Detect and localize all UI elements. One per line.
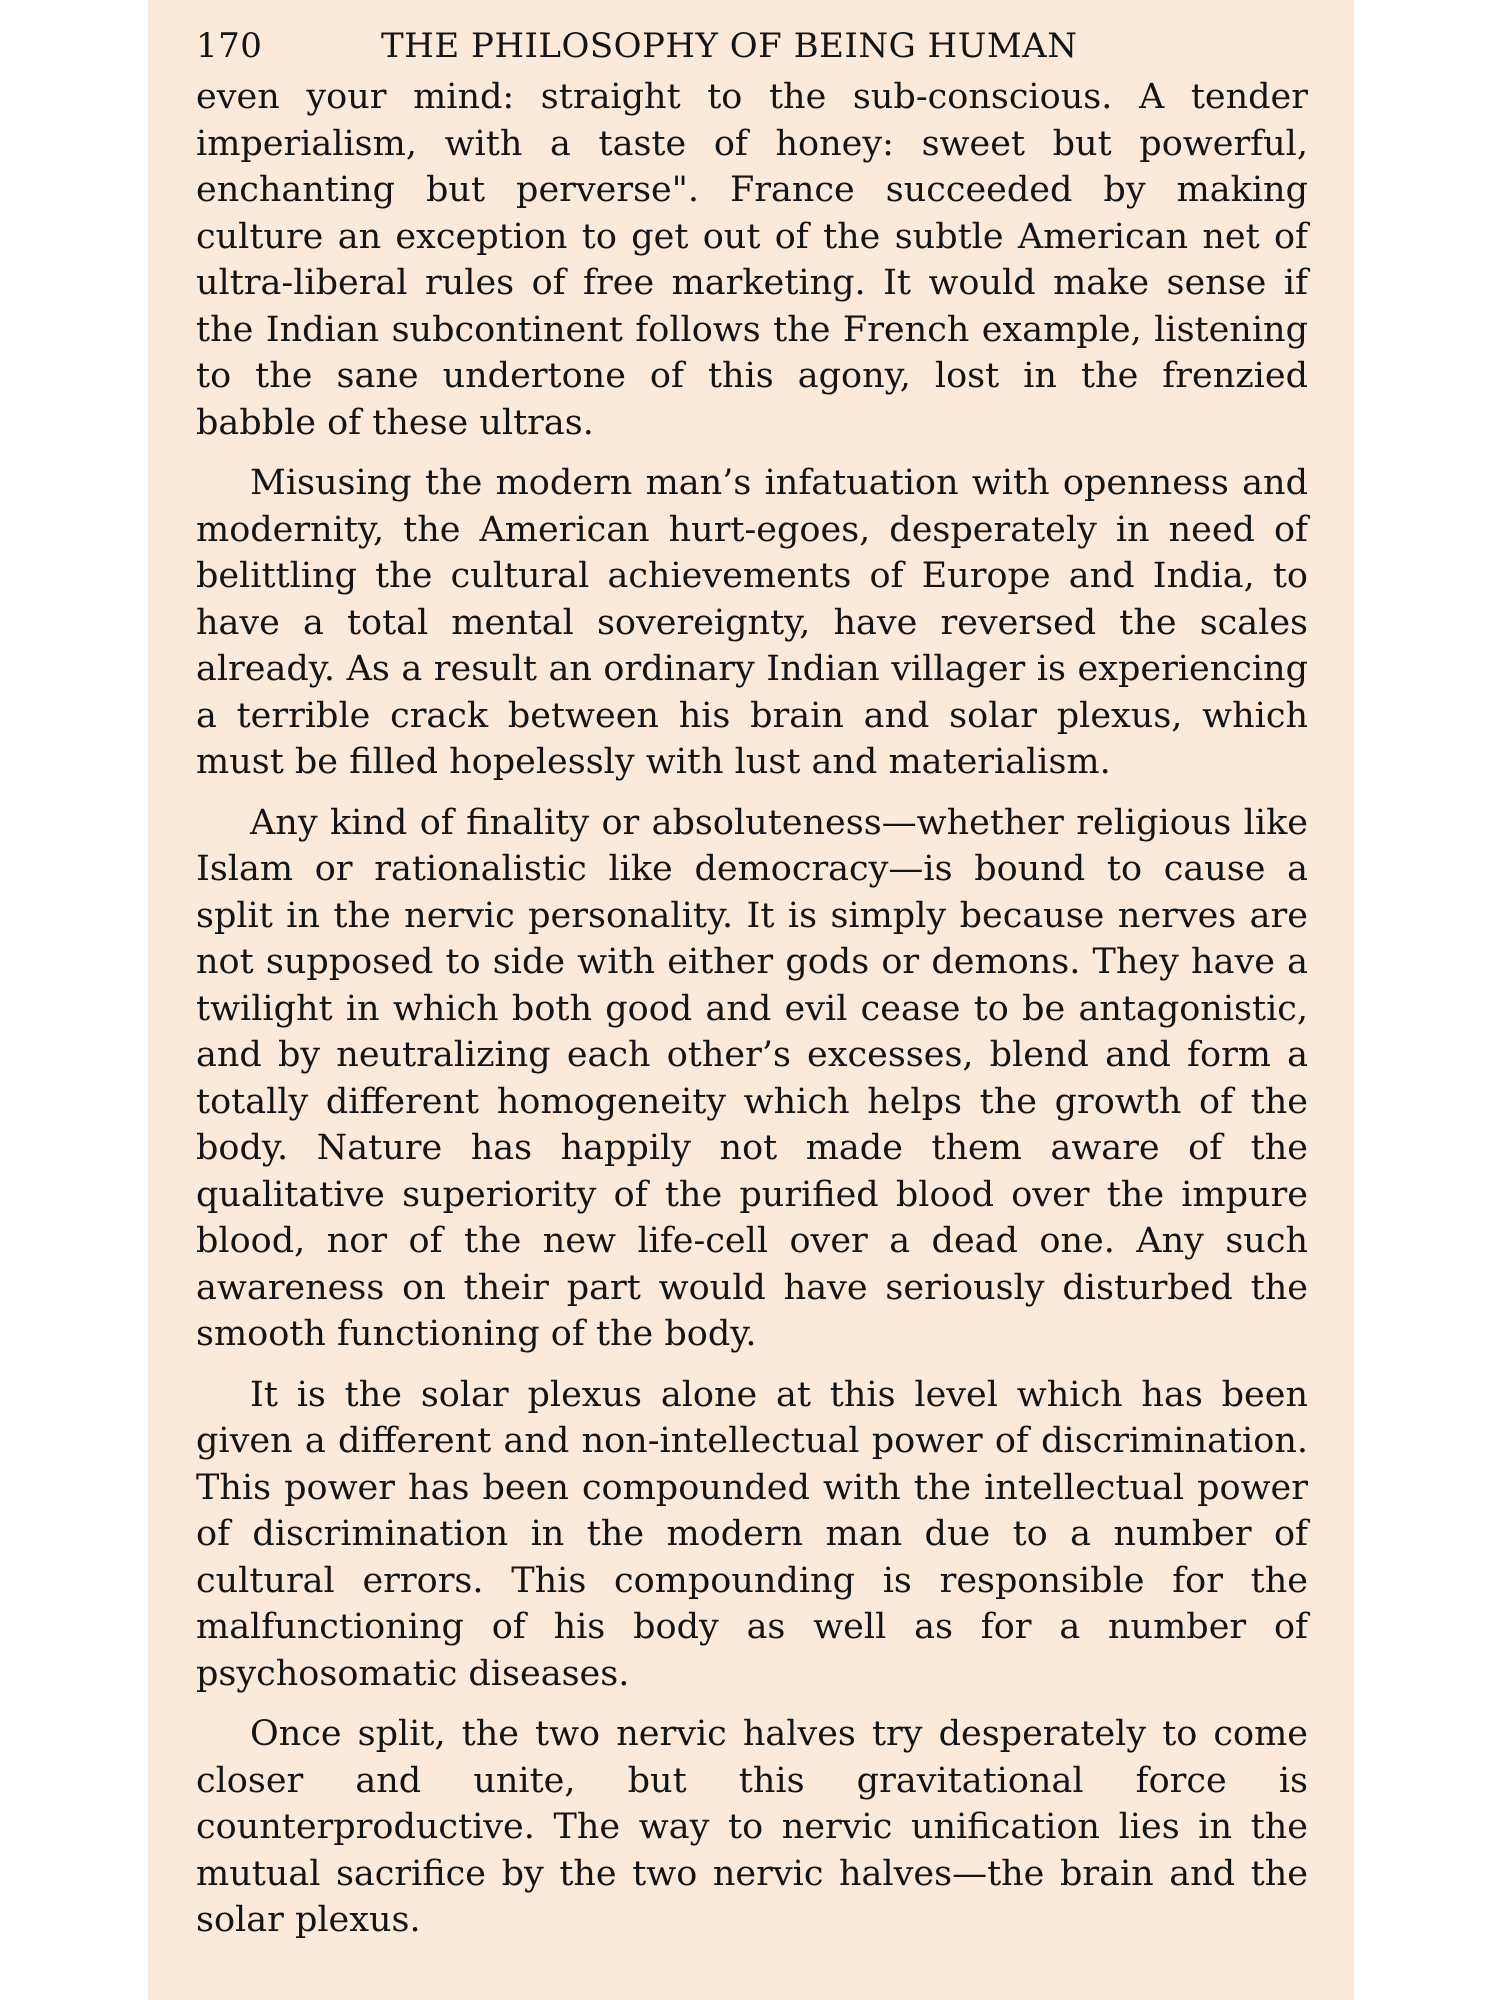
body-text bbox=[196, 74, 1308, 1944]
paragraph-continued: even your mind: straight to the sub-conscious. A tender imperialism, with a taste of honey: sweet but powerful, enchanting but perverse". France succeeded by making culture an exception to get out of the subtle American net of ultra-liberal rules of free marketing. It would make sense if the Indian subcontinent follows the French example, listening to the sane undertone of this agony, lost in the frenzied babble of these ultras. bbox=[196, 77, 1308, 443]
paragraph: Once split, the two nervic halves try desperately to come closer and unite, but this gravitational force is counterproductive. The way to nervic unification lies in the mutual sacrifice by the two nervic halves—the brain and the solar plexus. bbox=[196, 1714, 1308, 1940]
running-title: THE PHILOSOPHY OF BEING HUMAN bbox=[381, 26, 1078, 66]
paragraph: It is the solar plexus alone at this level which has been given a different and non-intellectual power of discrimination. This power has been compounded with the intellectual power of discrimination in the modern man due to a number of cultural errors. This compounding is responsible for the malfunctioning of his body as well as for a number of psychosomatic diseases. bbox=[196, 1374, 1308, 1694]
paragraph: Any kind of finality or absoluteness—whether religious like Islam or rationalistic like democracy—is bound to cause a split in the nervic personality. It is simply because nerves are not supposed to side with either gods or demons. They have a twilight in which both good and evil cease to be antagonistic, and by neutralizing each other’s excesses, blend and form a totally different homogeneity which helps the growth of the body. Nature has happily not made them aware of the qualitative superiority of the purified blood over the impure blood, nor of the new life-cell over a dead one. Any such awareness on their part would have seriously disturbed the smooth functioning of the body. bbox=[196, 802, 1308, 1354]
running-head bbox=[196, 18, 1308, 74]
book-page bbox=[148, 0, 1354, 2000]
paragraph: Misusing the modern man’s infatuation with openness and modernity, the American hurt-egoes, desperately in need of belittling the cultural achievements of Europe and India, to have a total mental sovereignty, have reversed the scales already. As a result an ordinary Indian villager is experiencing a terrible crack between his brain and solar plexus, which must be filled hopelessly with lust and materialism. bbox=[196, 463, 1308, 782]
page-content bbox=[196, 18, 1308, 1944]
page-number: 170 bbox=[196, 26, 263, 66]
